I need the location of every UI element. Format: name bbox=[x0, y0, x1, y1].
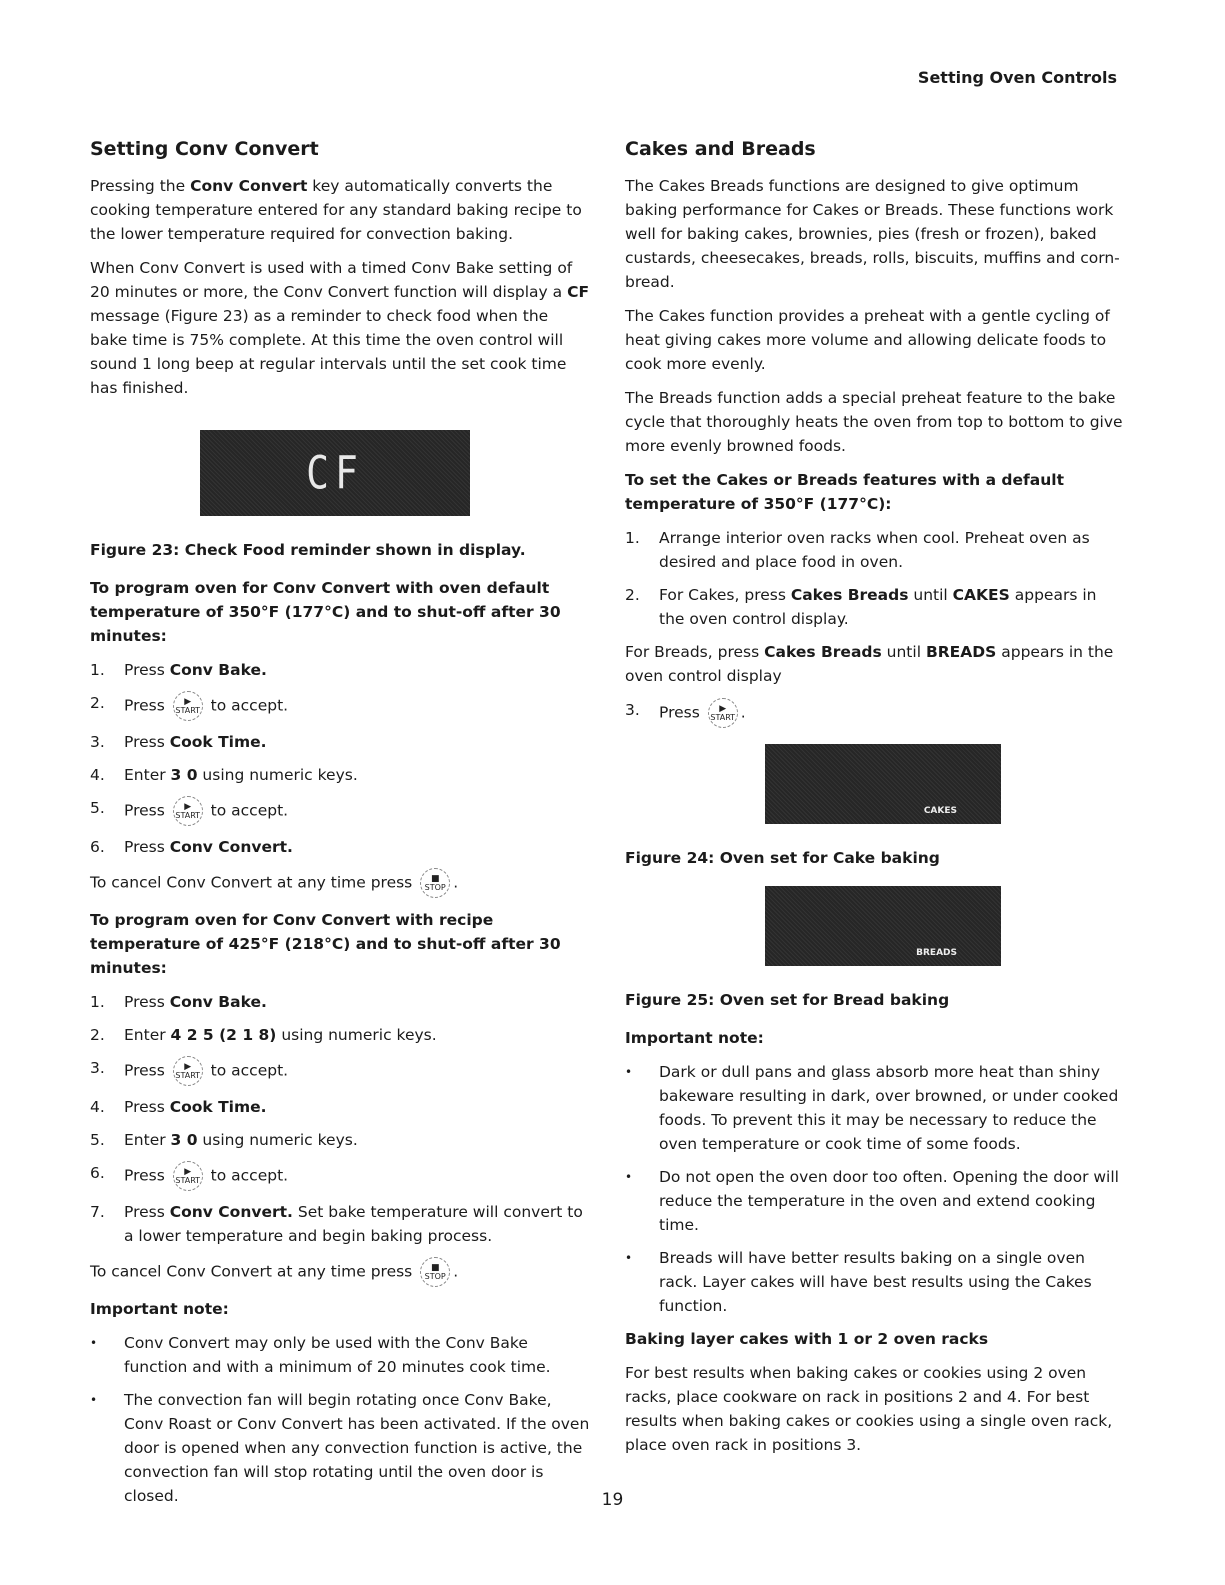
step-list bbox=[625, 526, 1125, 631]
step-item: 1. Press Conv Bake. bbox=[90, 993, 267, 1011]
figure-caption: Figure 25: Oven set for Bread baking bbox=[625, 991, 950, 1009]
running-header: Setting Oven Controls bbox=[917, 68, 1117, 87]
step-item: 3. Press ▶ START . bbox=[625, 698, 1125, 728]
start-key-icon: ▶ START bbox=[173, 796, 203, 826]
section-title: Setting Conv Convert bbox=[90, 138, 319, 160]
step-item: 3. Press Cook Time. bbox=[90, 733, 267, 751]
step-item: 2. Press ▶ START to accept. bbox=[90, 691, 590, 721]
cakes-display-figure bbox=[765, 744, 1001, 824]
section-title: Cakes and Breads bbox=[625, 138, 816, 160]
procedure-heading: To program oven for Conv Convert with oven default temperature of 350°F (177°C) and to shut-off after 30 minutes: bbox=[90, 579, 561, 645]
right-column bbox=[625, 138, 1125, 1467]
figure-caption: Figure 23: Check Food reminder shown in display. bbox=[90, 541, 526, 559]
step-item: 2. For Cakes, press Cakes Breads until CAKES appears in the oven control display. bbox=[625, 586, 1097, 628]
stop-key-icon: ■ STOP bbox=[420, 1257, 450, 1287]
step-item: 4. Enter 3 0 using numeric keys. bbox=[90, 766, 358, 784]
step-item: 1. Arrange interior oven racks when cool. Preheat oven as desired and place food in oven. bbox=[625, 529, 1090, 571]
step-item: 7. Press Conv Convert. Set bake temperature will convert to a lower temperature and begin baking process. bbox=[90, 1203, 583, 1245]
paragraph: When Conv Convert is used with a timed Conv Bake setting of 20 minutes or more, the Conv Convert function will display a CF message (Figure 23) as a reminder to check food when the bake time is 75% complete. At this time the oven control will sound 1 long beep at regular intervals until the set cook time has finished. bbox=[90, 259, 590, 397]
note-item: • Do not open the oven door too often. Opening the door will reduce the temperature in the oven and extend cooking time. bbox=[625, 1168, 1119, 1234]
step-list bbox=[90, 658, 590, 859]
step-list bbox=[625, 698, 1125, 728]
important-note-heading: Important note: bbox=[625, 1029, 764, 1047]
paragraph: The Cakes Breads functions are designed to give optimum baking performance for Cakes or Breads. These functions work well for baking cakes, brownies, pies (fresh or frozen), baked custards, cheesecakes, breads, rolls, biscuits, muffins and corn-bread. bbox=[625, 177, 1120, 291]
procedure-heading: To set the Cakes or Breads features with a default temperature of 350°F (177°C): bbox=[625, 471, 1064, 513]
step-item: 1. Press Conv Bake. bbox=[90, 661, 267, 679]
page-number: 19 bbox=[601, 1490, 624, 1510]
breads-display-figure bbox=[765, 886, 1001, 966]
note-item: • Breads will have better results baking on a single oven rack. Layer cakes will have best results using the Cakes function. bbox=[625, 1249, 1092, 1315]
note-item: • Conv Convert may only be used with the Conv Bake function and with a minimum of 20 minutes cook time. bbox=[90, 1334, 551, 1376]
figure-caption: Figure 24: Oven set for Cake baking bbox=[625, 849, 940, 867]
step-item: 6. Press Conv Convert. bbox=[90, 838, 293, 856]
note-list bbox=[625, 1060, 1125, 1318]
display-readout: BREADS bbox=[916, 948, 957, 958]
step-item: 2. Enter 4 2 5 (2 1 8) using numeric keys. bbox=[90, 1026, 437, 1044]
paragraph: The Cakes function provides a preheat with a gentle cycling of heat giving cakes more volume and allowing delicate foods to cook more evenly. bbox=[625, 307, 1110, 373]
cancel-instruction: To cancel Conv Convert at any time press ■ STOP . bbox=[90, 1257, 590, 1287]
step-item: 3. Press ▶ START to accept. bbox=[90, 1056, 590, 1086]
procedure-heading: To program oven for Conv Convert with recipe temperature of 425°F (218°C) and to shut-off after 30 minutes: bbox=[90, 911, 561, 977]
paragraph: For best results when baking cakes or cookies using 2 oven racks, place cookware on rack in positions 2 and 4. For best results when baking cakes or cookies using a single oven rack, place oven rack in positions 3. bbox=[625, 1364, 1113, 1454]
paragraph: Pressing the Conv Convert key automatically converts the cooking temperature entered for any standard baking recipe to the lower temperature required for convection baking. bbox=[90, 177, 582, 243]
display-readout: CAKES bbox=[923, 806, 957, 816]
cf-display-figure bbox=[200, 430, 470, 516]
paragraph: The Breads function adds a special preheat feature to the bake cycle that thoroughly heats the oven from top to bottom to give more evenly browned foods. bbox=[625, 389, 1123, 455]
note-item: • Dark or dull pans and glass absorb more heat than shiny bakeware resulting in dark, over browned, or under cooked foods. To prevent this it may be necessary to reduce the oven temperature or cook time of some foods. bbox=[625, 1063, 1119, 1153]
start-key-icon: ▶ START bbox=[173, 1056, 203, 1086]
start-key-icon: ▶ START bbox=[708, 698, 738, 728]
cancel-instruction: To cancel Conv Convert at any time press ■ STOP . bbox=[90, 868, 590, 898]
step-item: 5. Press ▶ START to accept. bbox=[90, 796, 590, 826]
step-item: 4. Press Cook Time. bbox=[90, 1098, 267, 1116]
left-column bbox=[90, 138, 590, 1517]
step-item: 6. Press ▶ START to accept. bbox=[90, 1161, 590, 1191]
subsection-heading: Baking layer cakes with 1 or 2 oven racks bbox=[625, 1330, 989, 1348]
important-note-heading: Important note: bbox=[90, 1300, 229, 1318]
display-readout: CF bbox=[306, 446, 364, 500]
stop-key-icon: ■ STOP bbox=[420, 868, 450, 898]
start-key-icon: ▶ START bbox=[173, 691, 203, 721]
paragraph: For Breads, press Cakes Breads until BREADS appears in the oven control display bbox=[625, 643, 1114, 685]
note-item: • The convection fan will begin rotating once Conv Bake, Conv Roast or Conv Convert has been activated. If the oven door is opened when any convection function is active, the convection fan will stop rotating until the oven door is closed. bbox=[90, 1391, 590, 1505]
step-list bbox=[90, 990, 590, 1248]
note-list bbox=[90, 1331, 590, 1508]
step-item: 5. Enter 3 0 using numeric keys. bbox=[90, 1131, 358, 1149]
start-key-icon: ▶ START bbox=[173, 1161, 203, 1191]
